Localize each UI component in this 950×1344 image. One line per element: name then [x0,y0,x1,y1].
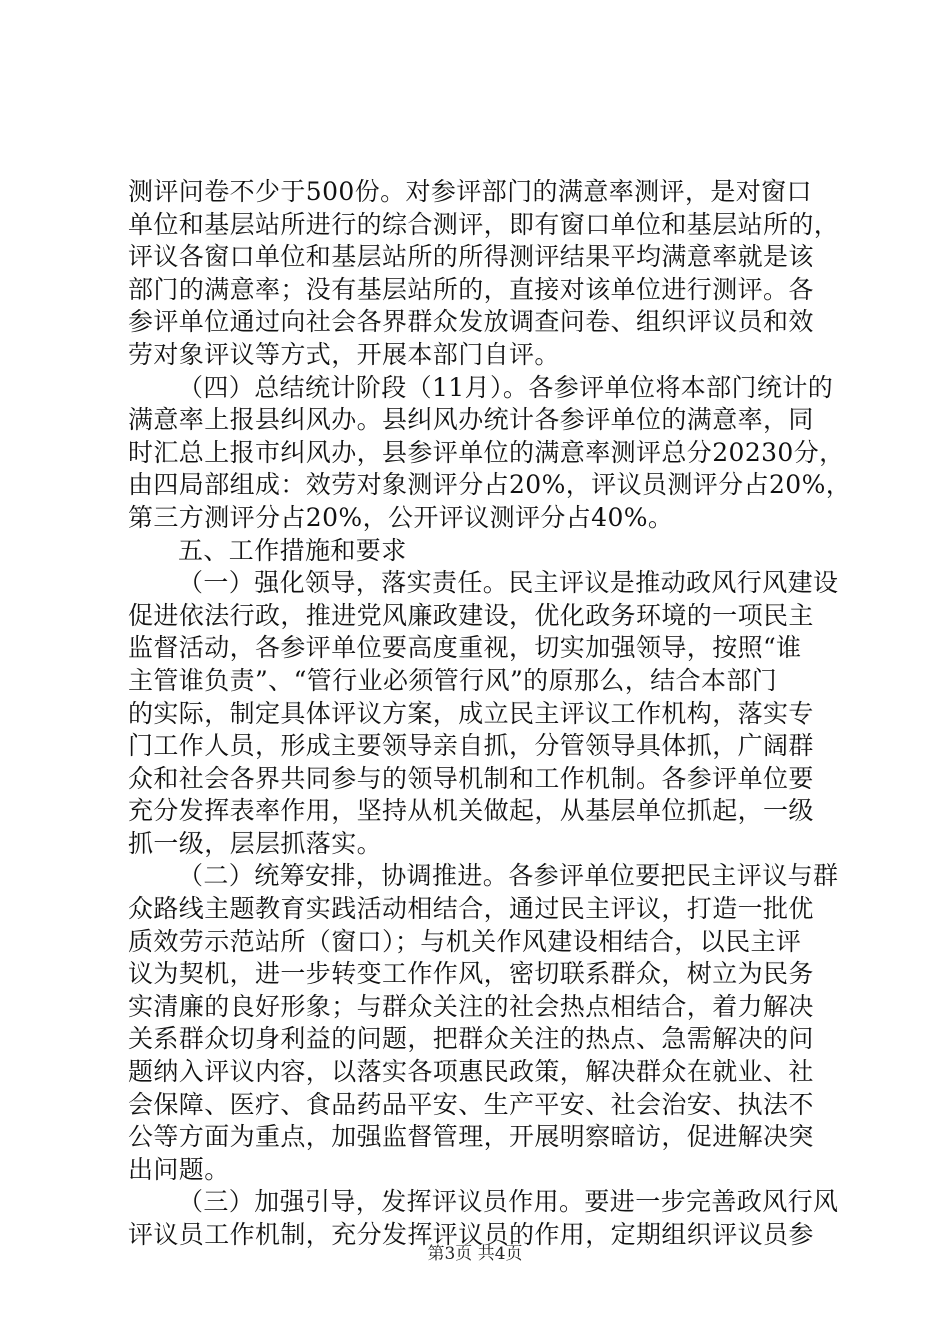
paragraph-start-line: （二）统筹安排，协调推进。各参评单位要把民主评议与群 [178,861,839,891]
text-line: 部门的满意率；没有基层站所的，直接对该单位进行测评。各 [128,274,814,304]
text-line: 满意率上报县纠风办。县纠风办统计各参评单位的满意率，同 [128,405,814,435]
text-line: 众和社会各界共同参与的领导机制和工作机制。各参评单位要 [128,763,814,793]
text-line: 会保障、医疗、食品药品平安、生产平安、社会治安、执法不 [128,1089,814,1119]
text-line: 参评单位通过向社会各界群众发放调查问卷、组织评议员和效 [128,307,814,337]
text-line: 实清廉的良好形象；与群众关注的社会热点相结合，着力解决 [128,991,814,1021]
text-line: 测评问卷不少于500份。对参评部门的满意率测评，是对窗口 [128,177,812,206]
text-line: 时汇总上报市纠风办，县参评单位的满意率测评总分20230分， [128,437,845,467]
page-number-footer: 第3页 共4页 [427,1244,523,1264]
document-body [128,176,852,1252]
text-line: 主管谁负责”、“管行业必须管行风”的原那么，结合本部门 [128,665,778,695]
text-line: 由四局部组成：效劳对象测评分占20%，评议员测评分占20%， [128,470,852,500]
paragraph-start-line: （四）总结统计阶段（11月）。各参评单位将本部门统计的 [178,372,834,402]
text-line: 评议各窗口单位和基层站所的所得测评结果平均满意率就是该 [128,242,814,272]
text-line: 充分发挥表率作用，坚持从机关做起，从基层单位抓起，一级 [128,796,814,826]
text-line: 单位和基层站所进行的综合测评，即有窗口单位和基层站所的， [128,209,840,239]
text-line: 议为契机，进一步转变工作作风，密切联系群众，树立为民务 [128,959,814,989]
text-line: 出问题。 [128,1154,230,1184]
text-line: 第三方测评分占20%，公开评议测评分占40%。 [128,502,674,532]
section-heading: 五、工作措施和要求 [178,535,407,565]
text-line: 关系群众切身利益的问题，把群众关注的热点、急需解决的问 [128,1024,814,1054]
text-line: 促进依法行政，推进党风廉政建设，优化政务环境的一项民主 [128,600,814,630]
text-line: 门工作人员，形成主要领导亲自抓，分管领导具体抓，广阔群 [128,731,814,761]
text-line: 题纳入评议内容，以落实各项惠民政策，解决群众在就业、社 [128,1057,814,1087]
paragraph-start-line: （三）加强引导，发挥评议员作用。要进一步完善政风行风 [178,1187,839,1217]
text-line: 劳对象评议等方式，开展本部门自评。 [128,339,560,369]
text-line: 质效劳示范站所（窗口）；与机关作风建设相结合，以民主评 [128,926,802,956]
paragraph-start-line: （一）强化领导，落实责任。民主评议是推动政风行风建设 [178,568,839,598]
text-line: 的实际，制定具体评议方案，成立民主评议工作机构，落实专 [128,698,814,728]
text-line: 评议员工作机制，充分发挥评议员的作用，定期组织评议员参 [128,1220,814,1249]
text-line: 抓一级，层层抓落实。 [128,828,383,858]
text-line: 监督活动，各参评单位要高度重视，切实加强领导，按照“谁 [128,633,802,663]
text-line: 众路线主题教育实践活动相结合，通过民主评议，打造一批优 [128,894,814,924]
text-line: 公等方面为重点，加强监督管理，开展明察暗访，促进解决突 [128,1122,814,1152]
